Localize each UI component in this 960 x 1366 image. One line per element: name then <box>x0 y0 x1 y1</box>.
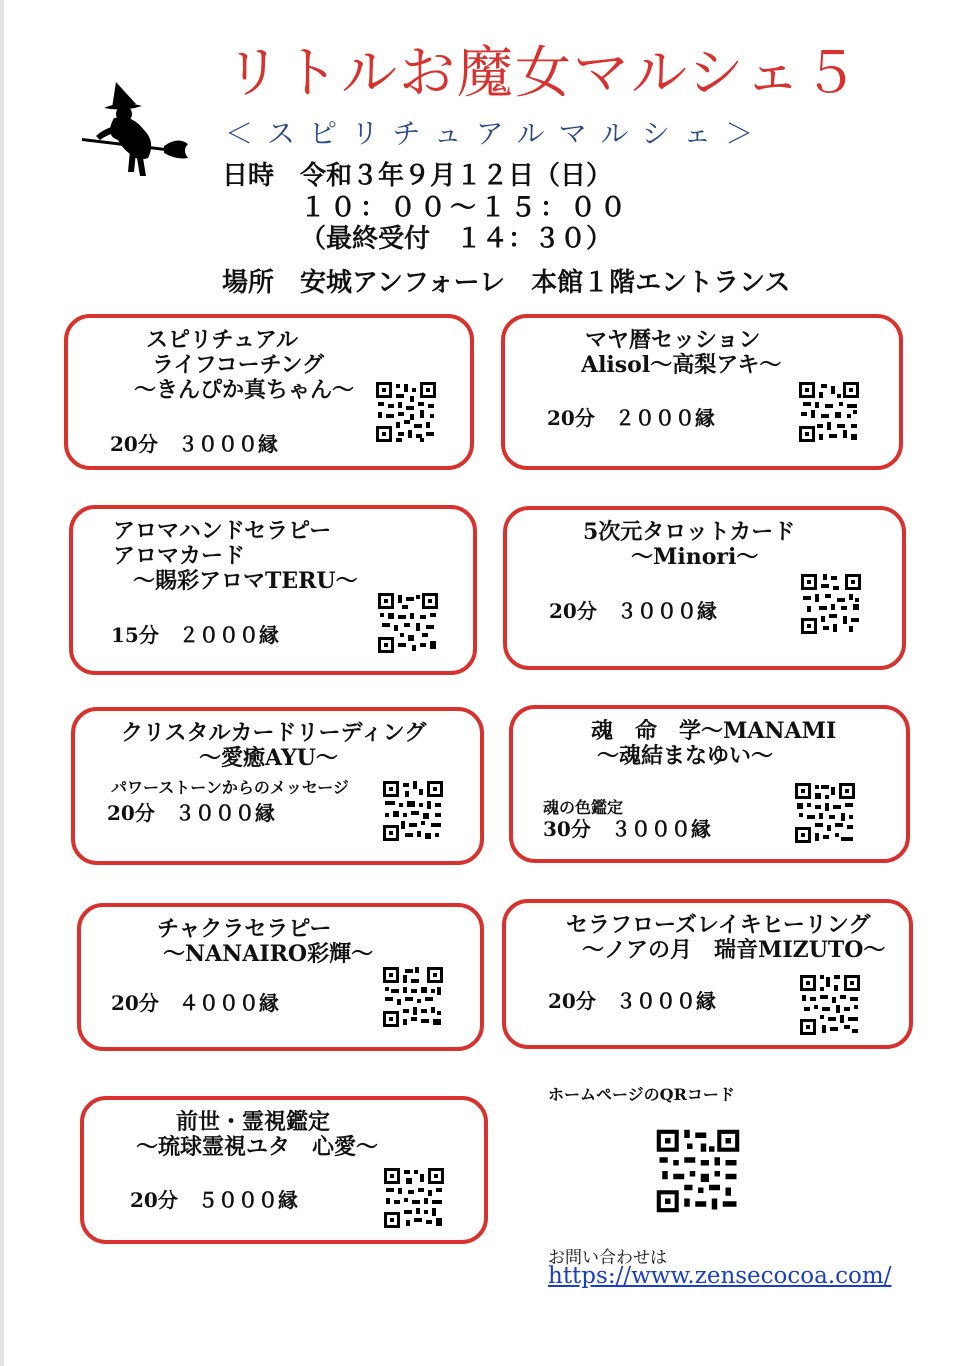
card-line: ライフコーチング <box>152 352 325 378</box>
qr-code-icon <box>797 380 861 444</box>
card-line: 5次元タロットカード <box>583 519 796 545</box>
contact-label: お問い合わせは <box>548 1248 667 1268</box>
card-5d-tarot <box>503 506 906 670</box>
card-price: 20分 ２０００縁 <box>547 406 715 430</box>
qr-code-icon <box>793 781 857 845</box>
place-value: 安城アンフォーレ 本館１階エントランス <box>300 268 791 298</box>
last-entry-row: （最終受付 １４：３０） <box>300 224 613 254</box>
card-soul-life-study <box>509 705 910 863</box>
card-line: Alisol〜高梨アキ〜 <box>581 352 782 378</box>
card-maya-calendar <box>501 314 903 470</box>
card-line: 〜NANAIRO彩輝〜 <box>163 941 374 967</box>
card-line: 魂 命 学〜MANAMI <box>591 718 837 744</box>
card-line: 〜賜彩アロマTERU〜 <box>133 568 358 594</box>
time-row: １０：００〜１５：００ <box>300 193 631 223</box>
card-price: 20分 ３０００縁 <box>549 599 717 623</box>
card-past-life-reading <box>80 1096 488 1244</box>
card-note: 魂の色鑑定 <box>543 798 624 817</box>
place-label: 場所 <box>222 268 275 298</box>
card-price: 20分 ４０００縁 <box>111 991 279 1015</box>
place-row <box>222 262 790 299</box>
qr-code-icon <box>376 591 440 655</box>
card-price: 20分 ３０００縁 <box>548 989 716 1013</box>
event-subtitle: ＜スピリチュアルマルシェ＞ <box>225 117 768 150</box>
qr-code-icon <box>381 779 445 843</box>
card-price: 20分 ３０００縁 <box>107 801 275 825</box>
date-value: 令和３年９月１２日（日） <box>300 161 613 191</box>
qr-code-icon <box>382 1166 446 1230</box>
card-line: 〜琉球霊視ユタ 心愛〜 <box>136 1134 379 1160</box>
card-line: 〜ノアの月 瑞音MIZUTO〜 <box>582 937 886 963</box>
qr-code-icon <box>381 965 445 1029</box>
card-aroma-hand-therapy <box>69 505 477 675</box>
date-label: 日時 <box>222 161 275 191</box>
homepage-qr-label: ホームページのQRコード <box>548 1085 735 1104</box>
card-chakra-therapy <box>77 903 484 1051</box>
card-note: パワーストーンからのメッセージ <box>111 778 349 797</box>
card-line: スピリチュアル <box>146 327 299 353</box>
card-spiritual-life-coaching <box>64 314 474 470</box>
card-line: セラフローズレイキヒーリング <box>566 912 871 938</box>
card-line: 〜Minori〜 <box>631 544 759 570</box>
homepage-qr-code-icon[interactable] <box>654 1127 742 1215</box>
card-seraphrose-reiki <box>502 899 913 1049</box>
card-line: 前世・霊視鑑定 <box>176 1109 331 1135</box>
card-line: 〜魂結まなゆい〜 <box>597 743 774 769</box>
card-price: 20分 ５０００縁 <box>130 1188 298 1212</box>
card-line: チャクラセラピー <box>157 916 332 942</box>
qr-code-icon <box>798 973 862 1037</box>
card-price: 30分 ３０００縁 <box>543 817 711 841</box>
event-title: リトルお魔女マルシェ５ <box>225 41 861 106</box>
card-line: 〜きんぴか真ちゃん〜 <box>134 377 355 403</box>
card-line: マヤ暦セッション <box>585 327 761 353</box>
qr-code-icon <box>374 380 438 444</box>
qr-code-icon <box>799 572 863 636</box>
card-price: 15分 ２０００縁 <box>111 623 279 647</box>
card-line: クリスタルカードリーディング <box>121 720 427 746</box>
card-line: アロマハンドセラピー <box>113 518 332 544</box>
homepage-link[interactable]: https://www.zensecocoa.com/ <box>548 1263 892 1289</box>
card-crystal-card-reading <box>71 707 484 865</box>
card-line: 〜愛癒AYU〜 <box>199 745 338 771</box>
card-line: アロマカード <box>113 543 246 569</box>
card-price: 20分 ３０００縁 <box>110 432 278 456</box>
witch-silhouette-icon <box>78 78 188 182</box>
page-edge <box>0 0 4 1366</box>
